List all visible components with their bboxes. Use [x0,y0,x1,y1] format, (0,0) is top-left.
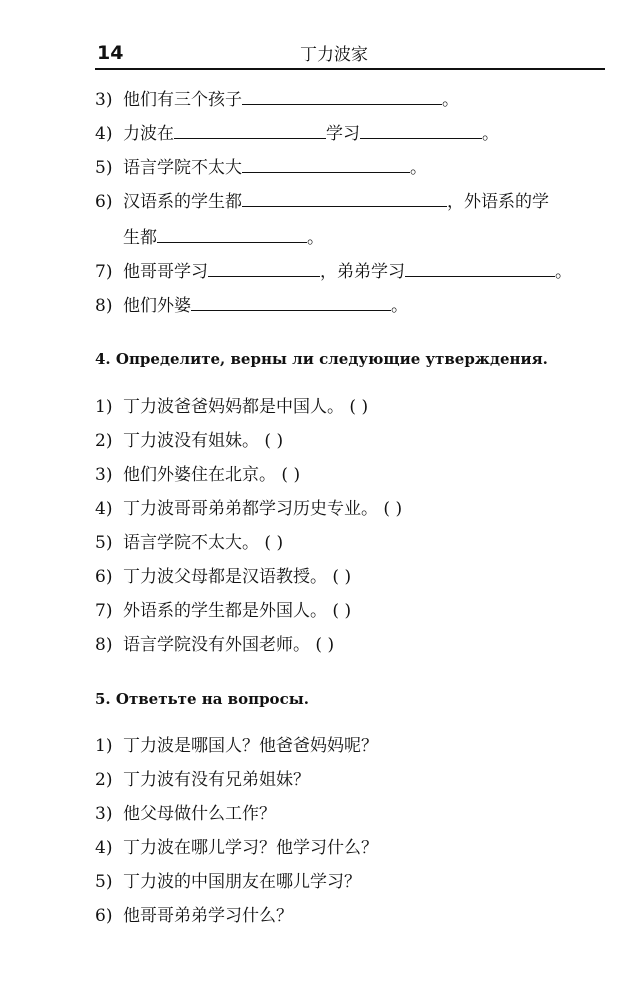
answer-blank[interactable] [157,226,307,243]
item-number: 4) [95,124,113,144]
question-text: 丁力波的中国朋友在哪儿学习？ [123,872,361,892]
item-text: 学习 [326,124,360,144]
running-title: 丁力波家 [300,45,368,65]
answer-parentheses[interactable]: ( ) [332,601,352,621]
question-text: 丁力波在哪儿学习？他学习什么？ [123,838,378,858]
question-text: 他父母做什么工作？ [123,804,276,824]
ex3-item-6 [95,190,549,213]
statement-text: 语言学院不太大。 [123,533,259,553]
ex3-item-4 [95,122,499,145]
item-number: 5) [95,872,113,892]
item-number: 1) [95,736,113,756]
answer-parentheses[interactable]: ( ) [281,465,301,485]
answer-parentheses[interactable]: ( ) [264,431,284,451]
question-text: 丁力波有没有兄弟姐妹？ [123,770,310,790]
answer-blank[interactable] [191,294,391,311]
s4-item-2 [95,430,283,452]
page-header [95,38,605,70]
item-end: 。 [555,262,572,282]
item-end: 。 [410,158,427,178]
answer-blank[interactable] [242,156,410,173]
item-text: 力波在 [123,124,174,144]
item-number: 6) [95,567,113,587]
s4-item-6 [95,566,351,588]
statement-text: 丁力波爸爸妈妈都是中国人。 [123,397,344,417]
item-number: 3) [95,465,113,485]
item-number: 6) [95,906,113,926]
item-end: 。 [307,228,324,248]
item-number: 4) [95,838,113,858]
answer-blank[interactable] [242,190,447,207]
item-text: 生都 [123,228,157,248]
item-text: 语言学院不太大 [123,158,242,178]
s5-item-2 [95,769,310,791]
s5-item-1 [95,735,378,757]
ex3-item-3 [95,88,459,111]
item-number: 8) [95,296,113,316]
answer-parentheses[interactable]: ( ) [315,635,335,655]
question-text: 丁力波是哪国人？他爸爸妈妈呢？ [123,736,378,756]
item-number: 3) [95,90,113,110]
item-text: 汉语系的学生都 [123,192,242,212]
item-number: 4) [95,499,113,519]
answer-blank[interactable] [174,122,326,139]
item-number: 2) [95,431,113,451]
answer-parentheses[interactable]: ( ) [383,499,403,519]
s5-item-4 [95,837,378,859]
answer-blank[interactable] [242,88,442,105]
statement-text: 丁力波父母都是汉语教授。 [123,567,327,587]
answer-parentheses[interactable]: ( ) [264,533,284,553]
ex3-item-8 [95,294,408,317]
s4-item-4 [95,498,402,520]
s4-item-3 [95,464,300,486]
statement-text: 语言学院没有外国老师。 [123,635,310,655]
answer-blank[interactable] [360,122,482,139]
answer-parentheses[interactable]: ( ) [349,397,369,417]
item-number: 8) [95,635,113,655]
s4-item-1 [95,396,368,418]
statement-text: 丁力波哥哥弟弟都学习历史专业。 [123,499,378,519]
section-5-title: 5. Ответьте на вопросы. [95,690,309,708]
statement-text: 丁力波没有姐妹。 [123,431,259,451]
item-text: 他们有三个孩子 [123,90,242,110]
item-number: 7) [95,262,113,282]
s5-item-6 [95,905,293,927]
item-text: 他们外婆 [123,296,191,316]
s5-item-3 [95,803,276,825]
item-number: 3) [95,804,113,824]
item-end: 。 [482,124,499,144]
item-number: 1) [95,397,113,417]
statement-text: 他们外婆住在北京。 [123,465,276,485]
s4-item-8 [95,634,334,656]
question-text: 他哥哥弟弟学习什么？ [123,906,293,926]
ex3-item-5 [95,156,427,179]
s4-item-7 [95,600,351,622]
section-4-title: 4. Определите, верны ли следующие утверждения. [95,350,548,368]
ex3-item-6-cont [123,226,324,249]
item-end: 。 [391,296,408,316]
s5-item-5 [95,871,361,893]
statement-text: 外语系的学生都是外国人。 [123,601,327,621]
item-number: 5) [95,533,113,553]
answer-blank[interactable] [405,260,555,277]
item-number: 6) [95,192,113,212]
ex3-item-7 [95,260,572,283]
item-text: 他哥哥学习 [123,262,208,282]
answer-blank[interactable] [208,260,320,277]
item-number: 5) [95,158,113,178]
s4-item-5 [95,532,283,554]
item-end: 。 [442,90,459,110]
item-text: ，外语系的学 [447,192,549,212]
item-number: 2) [95,770,113,790]
item-text: ，弟弟学习 [320,262,405,282]
answer-parentheses[interactable]: ( ) [332,567,352,587]
page-number: 14 [97,42,124,64]
item-number: 7) [95,601,113,621]
